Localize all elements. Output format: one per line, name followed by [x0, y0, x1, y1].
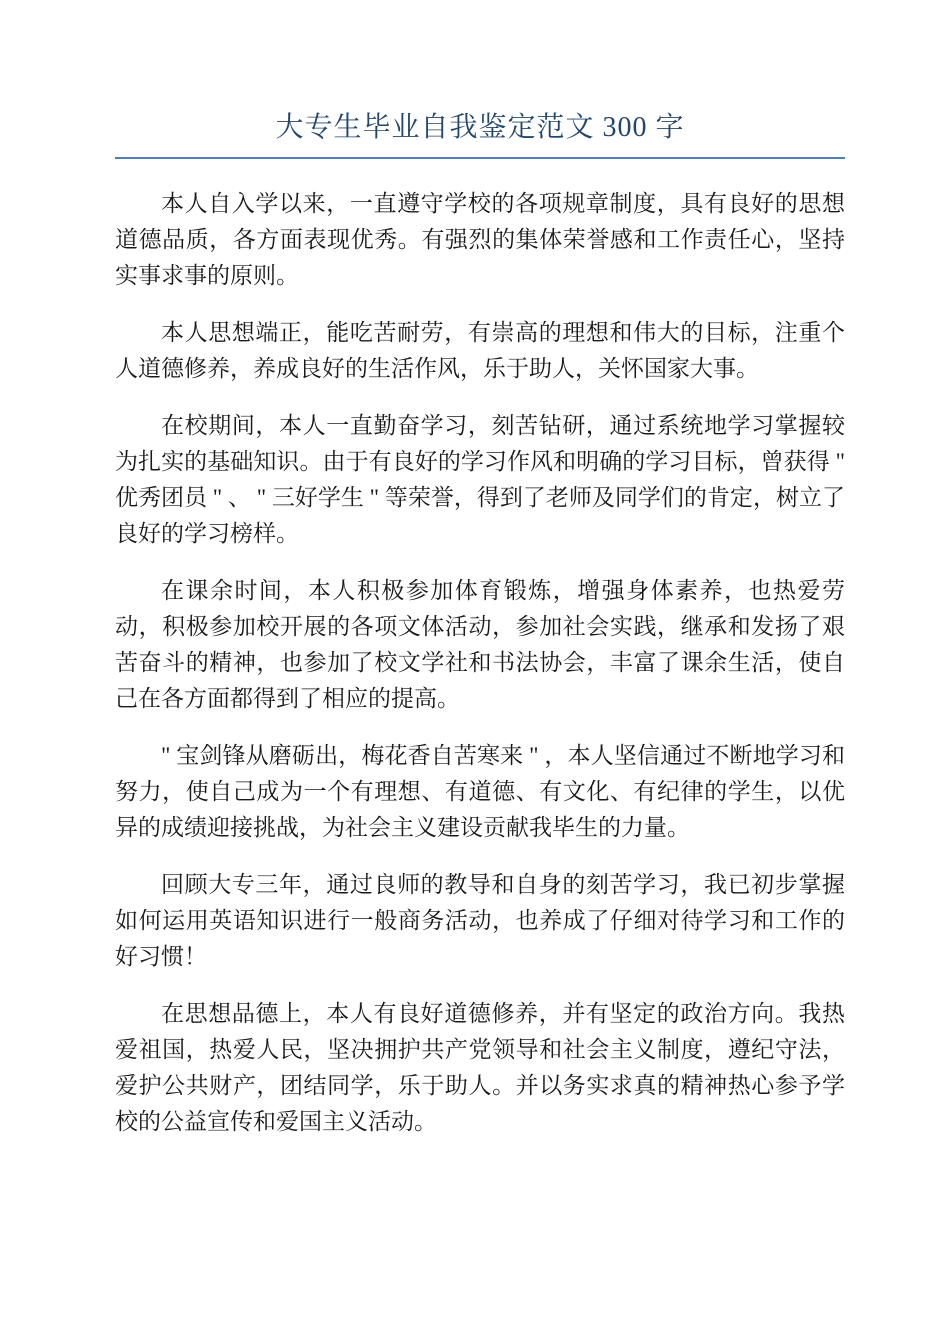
paragraph: 回顾大专三年，通过良师的教导和自身的刻苦学习，我已初步掌握如何运用英语知识进行一般商务活动，也养成了仔细对待学习和工作的好习惯！: [115, 872, 845, 969]
paragraph: 在课余时间，本人积极参加体育锻炼，增强身体素养，也热爱劳动，积极参加校开展的各项文体活动，参加社会实践，继承和发扬了艰苦奋斗的精神，也参加了校文学社和书法协会，丰富了课余生活，使自己在各方面都得到了相应的提高。: [115, 578, 845, 711]
paragraph: 本人思想端正，能吃苦耐劳，有崇高的理想和伟大的目标，注重个人道德修养，养成良好的生活作风，乐于助人，关怀国家大事。: [115, 320, 845, 381]
paragraph: 在思想品德上，本人有良好道德修养，并有坚定的政治方向。我热爱祖国，热爱人民，坚决拥护共产党领导和社会主义制度，遵纪守法，爱护公共财产，团结同学，乐于助人。并以务实求真的精神热心参予学校的公益宣传和爱国主义活动。: [115, 1001, 845, 1134]
paragraph: 本人自入学以来，一直遵守学校的各项规章制度，具有良好的思想道德品质，各方面表现优秀。有强烈的集体荣誉感和工作责任心，坚持实事求事的原则。: [115, 191, 845, 288]
title-underline: [115, 157, 845, 159]
paragraph: " 宝剑锋从磨砺出，梅花香自苦寒来 " ，本人坚信通过不断地学习和努力，使自己成为一个有理想、有道德、有文化、有纪律的学生，以优异的成绩迎接挑战，为社会主义建设贡献我毕生的力量。: [115, 743, 845, 840]
document-title: 大专生毕业自我鉴定范文 300 字: [275, 112, 685, 143]
document-body: [115, 186, 845, 1140]
paragraph: 在校期间，本人一直勤奋学习，刻苦钻研，通过系统地学习掌握较为扎实的基础知识。由于有良好的学习作风和明确的学习目标，曾获得 " 优秀团员 " 、 " 三好学生 " 等荣誉，得到了老师及同学们的肯定，树立了良好的学习榜样。: [115, 413, 845, 546]
